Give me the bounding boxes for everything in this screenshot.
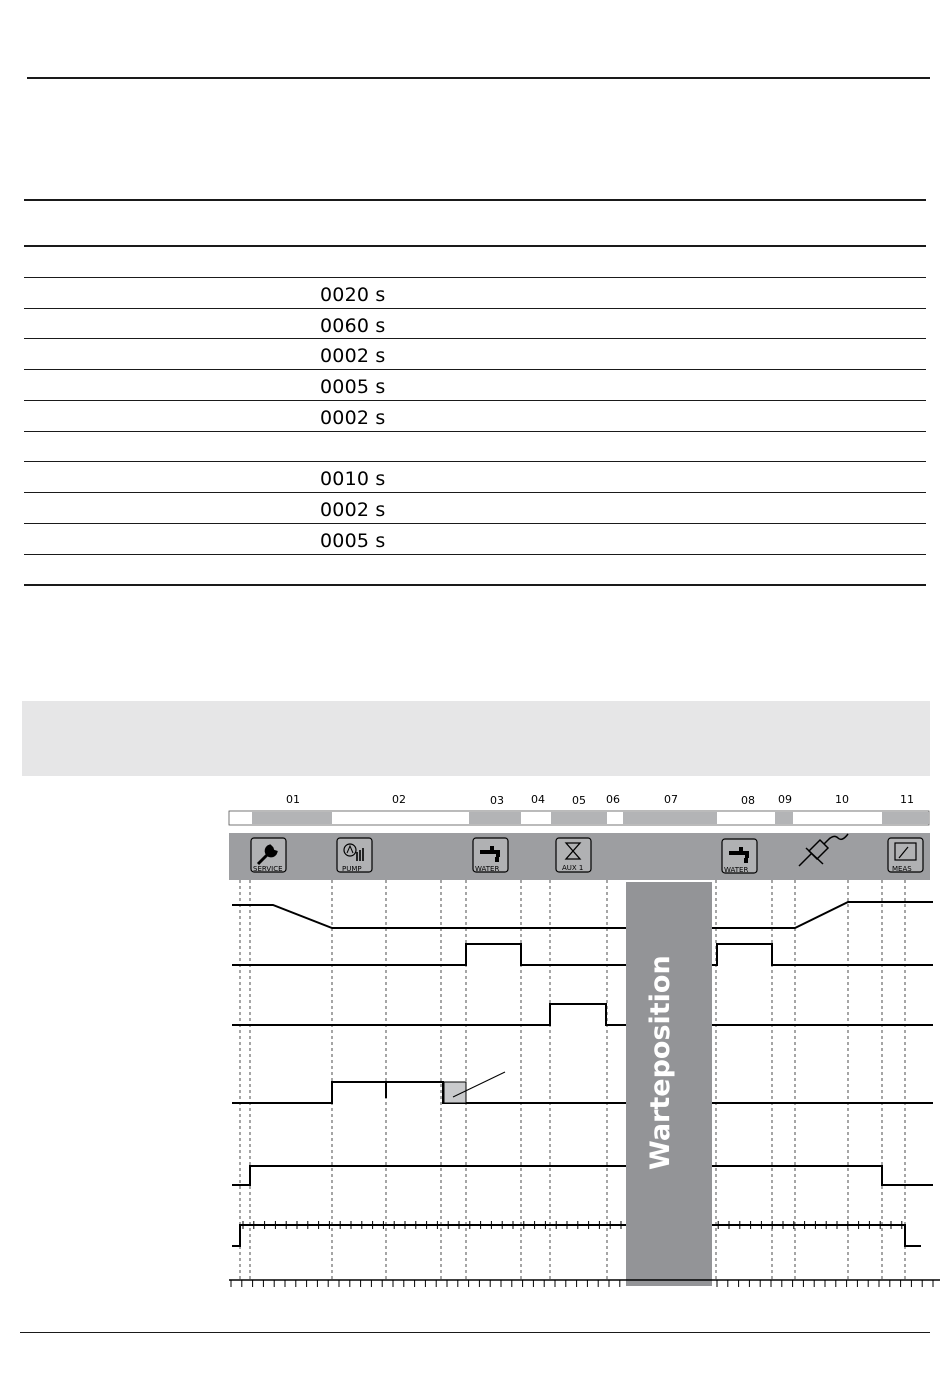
top-rule — [27, 77, 930, 79]
phase-label: 02 — [392, 793, 406, 806]
icon-label: WATER — [724, 866, 749, 874]
icon-label: MEAS — [892, 865, 912, 873]
icon-label: WATER — [475, 865, 500, 873]
phase-marker — [551, 812, 607, 824]
row-divider — [24, 461, 926, 462]
table-top-rule — [24, 199, 926, 201]
phase-label: 07 — [664, 793, 678, 806]
phase-label: 01 — [286, 793, 300, 806]
phase-marker — [623, 812, 717, 824]
row-divider — [24, 277, 926, 278]
phase-label: 04 — [531, 793, 545, 806]
phase-marker — [252, 812, 332, 824]
icon-label: PUMP — [342, 865, 362, 873]
phase-label: 05 — [572, 794, 586, 807]
row-divider — [24, 369, 926, 370]
row-divider — [24, 554, 926, 555]
water-tap-icon — [473, 838, 508, 873]
timing-diagram — [0, 780, 950, 1300]
phase-marker — [775, 812, 793, 824]
wait-position-label: Warteposition — [645, 955, 676, 1170]
row-value: 0002 s — [320, 499, 386, 521]
icon-label: AUX 1 — [562, 864, 584, 872]
trace-4 — [232, 1082, 933, 1103]
phase-guides — [240, 880, 905, 1280]
trace-5 — [232, 1166, 933, 1185]
row-value: 0005 s — [320, 376, 386, 398]
phase-label: 10 — [835, 793, 849, 806]
row-value: 0002 s — [320, 345, 386, 367]
phase-label: 08 — [741, 794, 755, 807]
valve-icon — [556, 838, 591, 872]
table-bottom-rule — [24, 584, 926, 586]
gauge-icon — [888, 838, 923, 873]
row-divider — [24, 431, 926, 432]
signal-traces — [232, 902, 933, 1246]
row-value: 0010 s — [320, 468, 386, 490]
phase-marker — [469, 812, 521, 824]
row-divider — [24, 400, 926, 401]
row-value: 0005 s — [320, 530, 386, 552]
row-value: 0002 s — [320, 407, 386, 429]
wrench-icon — [251, 838, 286, 873]
pump-icon — [337, 838, 372, 873]
trace-2 — [232, 944, 933, 965]
row-divider — [24, 338, 926, 339]
trace-3 — [232, 1004, 933, 1025]
trace-1 — [232, 902, 933, 928]
icon-label: SERVICE — [253, 865, 283, 873]
time-axis-ticks — [231, 1280, 933, 1287]
row-divider — [24, 523, 926, 524]
table-header-rule — [24, 245, 926, 247]
footer-rule — [20, 1332, 930, 1333]
note-band — [22, 701, 930, 776]
phase-label: 06 — [606, 793, 620, 806]
trace-4-markers — [386, 1082, 443, 1098]
phase-label: 11 — [900, 793, 914, 806]
row-divider — [24, 308, 926, 309]
phase-label: 09 — [778, 793, 792, 806]
water-tap-icon — [722, 839, 757, 874]
row-divider — [24, 492, 926, 493]
phase-marker — [882, 812, 929, 824]
trace-6 — [232, 1225, 921, 1246]
row-value: 0020 s — [320, 284, 386, 306]
phase-label: 03 — [490, 794, 504, 807]
row-value: 0060 s — [320, 315, 386, 337]
